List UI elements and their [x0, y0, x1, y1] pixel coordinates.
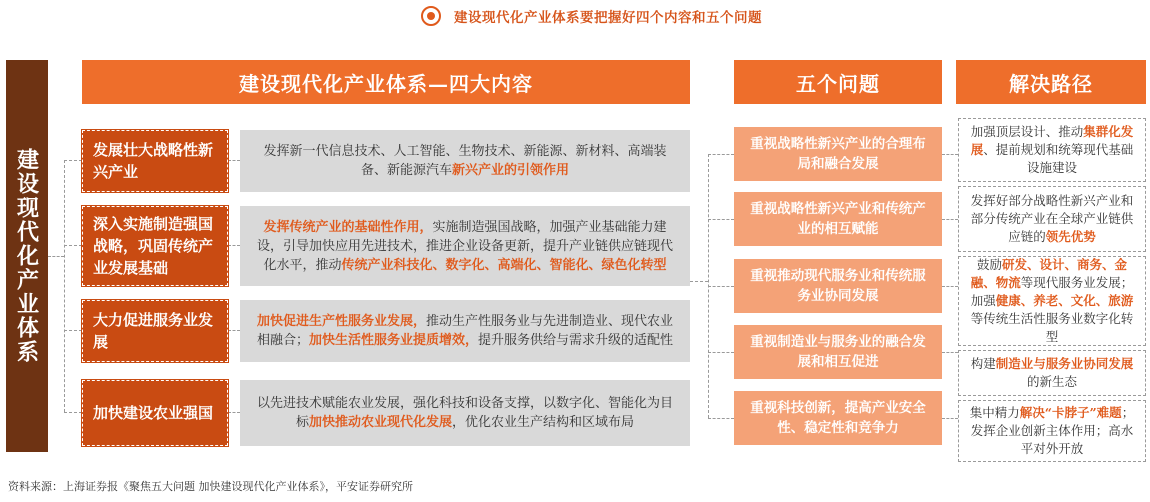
cat-desc-link-3: [228, 330, 240, 331]
left-vertical-label: [6, 60, 48, 452]
solution-text-5: [967, 404, 1137, 458]
left-bracket-line: [64, 160, 65, 412]
description-text-4: [254, 394, 676, 432]
solution-1-part-2: 、提前规划和统筹现代基础设施建设: [983, 142, 1134, 175]
solution-text-3: [967, 256, 1137, 346]
description-box-4: [240, 380, 690, 446]
category-label-2: 深入实施制造强国战略，巩固传统产业发展基础: [93, 215, 214, 277]
category-box-3: [82, 300, 228, 362]
solution-2-part-1: 发挥好部分战略性新兴产业和部分传统产业在全球产业链供应链的: [970, 193, 1134, 244]
header-problems: [734, 60, 942, 104]
category-box-1: [82, 130, 228, 192]
solution-1-part-1: 加强顶层设计、推动: [970, 124, 1084, 139]
solution-5-part-1: 集中精力: [969, 405, 1020, 420]
problem-label-2: 重视战略性新兴产业和传统产业的相互赋能: [750, 201, 926, 237]
description-3-highlight-1: 加快促进生产性服务业发展，: [256, 314, 426, 329]
description-4-part-1: 以先进技术赋能农业发展，强化科技和设备支撑，以数字化、智能化为目标: [256, 396, 673, 430]
header-solutions-label: 解决路径: [1009, 71, 1093, 96]
description-text-1: [254, 142, 676, 180]
cat-desc-link-1: [228, 160, 240, 161]
category-label-4: 加快建设农业强国: [93, 404, 214, 422]
mid-bracket-stub: [690, 281, 708, 282]
header-content-label: 建设现代化产业体系—四大内容: [239, 71, 533, 96]
target-circle-icon: [421, 6, 441, 26]
problem-label-5: 重视科技创新，提高产业安全性、稳定性和竞争力: [750, 400, 926, 436]
problem-label-1: 重视战略性新兴产业的合理布局和融合发展: [750, 136, 926, 172]
cat-desc-link-2: [228, 245, 240, 246]
title-row: [0, 0, 1150, 34]
description-2-part-1: 实施制造强国战略，加强产业基础能力建设，引导加快应用先进技术，推进企业设备更新，提升产业链供应链现代化水平，推动: [256, 219, 673, 273]
source-note: 资料来源：上海证券报《聚焦五大问题 加快建设现代化产业体系》，平安证券研究所: [8, 480, 413, 493]
prob-sol-link-3: [942, 286, 958, 287]
cat-desc-link-4: [228, 412, 240, 413]
solution-4-part-2: 的新生态: [1026, 374, 1077, 389]
prob-sol-link-2: [942, 219, 958, 220]
left-bracket-stub: [48, 256, 64, 257]
mid-branch-2: [708, 219, 734, 220]
prob-sol-link-1: [942, 154, 958, 155]
solution-3-part-2: 等现代服务业发展；加强: [970, 275, 1134, 308]
solution-box-1: [958, 118, 1146, 182]
description-3-highlight-2: 加快生活性服务业提质增效，: [308, 333, 478, 348]
mid-branch-1: [708, 154, 734, 155]
description-box-3: [240, 300, 690, 362]
solution-4-part-1: 构建: [970, 356, 996, 371]
description-4-part-2: ，优化农业生产结构和区域布局: [452, 415, 635, 430]
page-title: 建设现代化产业体系要把握好四个内容和五个问题: [454, 10, 762, 26]
description-box-1: [240, 130, 690, 192]
category-label-1: 发展壮大战略性新兴产业: [93, 141, 214, 181]
description-1-part-1: 发挥新一代信息技术、人工智能、生物技术、新能源、新材料、高端装备、新能源汽车: [263, 144, 667, 178]
problem-box-2: [734, 192, 942, 246]
solution-text-4: [967, 355, 1137, 391]
solution-text-1: [967, 123, 1137, 177]
solution-box-3: [958, 256, 1146, 346]
category-box-2: [82, 206, 228, 286]
description-2-highlight-2: 传统产业科技化、数字化、高端化、智能化、绿色化转型: [341, 257, 667, 273]
bracket-branch-3: [64, 330, 82, 331]
left-label-text: 建设现代化产业体系: [13, 148, 40, 364]
problem-label-4: 重视制造业与服务业的融合发展和相互促进: [750, 334, 926, 370]
description-2-highlight-1: 发挥传统产业的基础性作用，: [263, 219, 433, 235]
bracket-branch-1: [64, 160, 82, 161]
problem-box-1: [734, 127, 942, 181]
solution-3-part-1: 鼓励: [976, 257, 1002, 272]
bracket-branch-2: [64, 245, 82, 246]
category-box-4: [82, 380, 228, 446]
prob-sol-link-5: [942, 418, 958, 419]
solution-4-highlight-1: 制造业与服务业协同发展: [995, 356, 1134, 371]
problem-label-3: 重视推动现代服务业和传统服务业协同发展: [750, 268, 926, 304]
description-text-3: [254, 312, 676, 350]
solution-3-highlight-2: 健康、养老、文化、旅游: [995, 293, 1134, 308]
solution-1-highlight-1: 集群化发展: [970, 124, 1134, 157]
problem-box-4: [734, 325, 942, 379]
description-4-highlight-1: 加快推动农业现代化发展: [308, 415, 452, 430]
bracket-branch-4: [64, 412, 82, 413]
solution-5-highlight-1: 解决“卡脖子”难题: [1019, 405, 1122, 420]
header-content: [82, 60, 690, 104]
mid-branch-5: [708, 418, 734, 419]
solution-5-part-2: ；发挥企业创新主体作用；高水平对外开放: [970, 405, 1135, 456]
solution-3-highlight-1: 研发、设计、商务、金融、物流: [970, 257, 1128, 290]
solution-box-5: [958, 400, 1146, 462]
solution-3-part-3: 等传统生活性服务业数字化转型: [970, 311, 1134, 344]
solution-box-4: [958, 350, 1146, 396]
category-label-3: 大力促进服务业发展: [93, 311, 214, 351]
description-3-part-2: 提升服务供给与需求升级的适配性: [478, 333, 674, 348]
header-problems-label: 五个问题: [796, 71, 880, 96]
mid-branch-4: [708, 352, 734, 353]
description-text-2: [254, 218, 676, 275]
mid-branch-3: [708, 286, 734, 287]
problem-box-3: [734, 259, 942, 313]
description-box-2: [240, 206, 690, 286]
problem-box-5: [734, 391, 942, 445]
solution-text-2: [967, 192, 1137, 246]
description-1-highlight-1: 新兴产业的引领作用: [452, 163, 570, 178]
solution-box-2: [958, 186, 1146, 252]
prob-sol-link-4: [942, 352, 958, 353]
description-3-part-1: 推动生产性服务业与先进制造业、现代农业相融合；: [256, 314, 674, 348]
solution-2-highlight-1: 领先优势: [1045, 229, 1096, 244]
header-solutions: [956, 60, 1146, 104]
